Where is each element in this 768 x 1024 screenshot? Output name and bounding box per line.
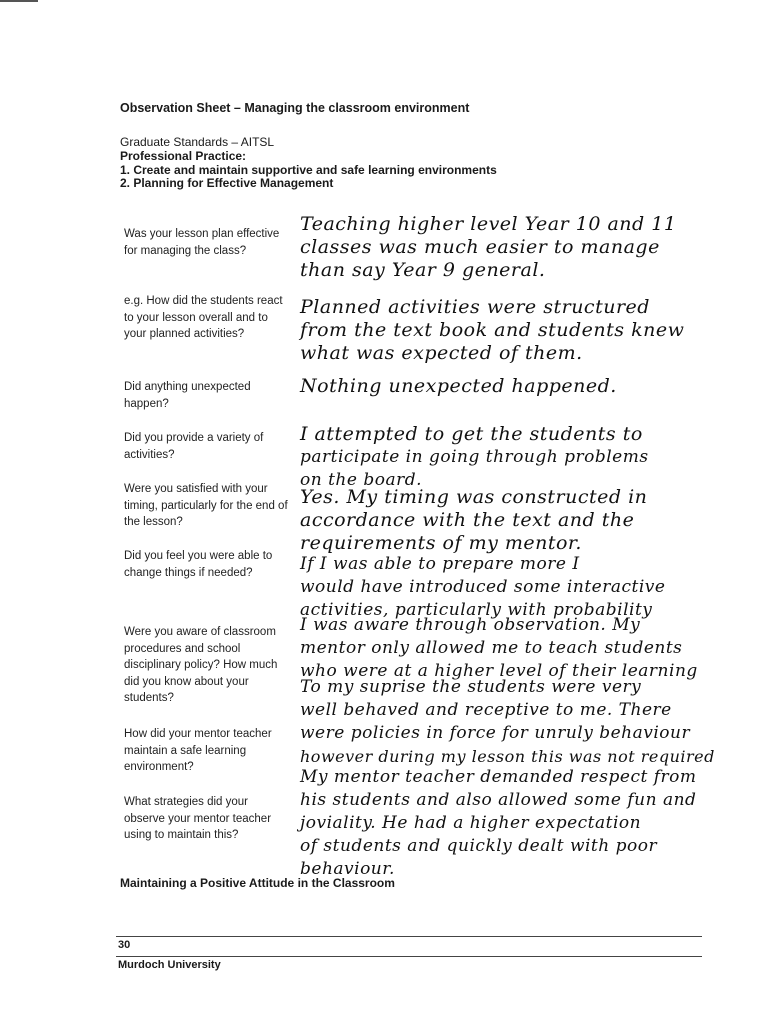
answer-line: participate in going through problems — [300, 447, 649, 467]
section-heading: Maintaining a Positive Attitude in the Classroom — [120, 876, 395, 890]
answer-line: Nothing unexpected happened. — [300, 375, 617, 397]
answer-student-knowledge — [300, 676, 768, 768]
answer-line: accordance with the text and the — [300, 509, 635, 531]
footer-divider — [116, 936, 702, 937]
answer-line: classes was much easier to manage — [300, 236, 660, 258]
answer-student-reaction — [300, 296, 768, 365]
answer-procedures — [300, 614, 768, 683]
scan-edge-mark — [0, 0, 38, 2]
footer-divider — [116, 956, 702, 957]
answer-line: mentor only allowed me to teach students — [300, 638, 683, 658]
question-procedures: Were you aware of classroom procedures and school disciplinary policy? How much did you know about your students? — [124, 626, 278, 705]
answer-line: well behaved and receptive to me. There — [300, 700, 672, 720]
answer-line: would have introduced some interactive — [300, 577, 666, 597]
answer-line: My mentor teacher demanded respect from — [300, 767, 697, 787]
answer-change-things — [300, 553, 768, 622]
answer-line: were policies in force for unruly behaviour — [300, 723, 691, 743]
answer-line: his students and also allowed some fun and — [300, 790, 697, 810]
answer-line: Yes. My timing was constructed in — [300, 486, 648, 508]
answer-line: joviality. He had a higher expectation — [300, 813, 642, 833]
answer-line: who were at a higher level of their learning — [300, 661, 698, 681]
page-number: 30 — [118, 939, 131, 951]
answer-mentor — [300, 766, 768, 881]
answer-line: what was expected of them. — [300, 342, 583, 364]
answer-line: behaviour. — [300, 859, 395, 879]
answer-timing — [300, 486, 768, 555]
answer-line: requirements of my mentor. — [300, 532, 582, 554]
question-change-things: Did you feel you were able to change things if needed? — [124, 550, 273, 579]
institution-name: Murdoch University — [118, 959, 221, 971]
question-variety: Did you provide a variety of activities? — [124, 432, 264, 461]
professional-practice-block — [120, 150, 497, 191]
question-mentor-safe-environment: How did your mentor teacher maintain a safe learning environment? — [124, 728, 272, 774]
answer-line: activities, particularly with probability — [300, 600, 653, 620]
practice-item-1: 1. Create and maintain supportive and safe learning environments — [120, 162, 497, 177]
answer-line: If I was able to prepare more I — [300, 554, 580, 574]
answer-line: from the text book and students knew — [300, 319, 685, 341]
answer-line: of students and quickly dealt with poor — [300, 836, 658, 856]
answer-variety — [300, 423, 768, 492]
answer-line: however during my lesson this was not required — [300, 747, 715, 766]
answer-line: Planned activities were structured — [300, 296, 650, 318]
professional-practice-label: Professional Practice: — [120, 149, 247, 163]
answer-line: I attempted to get the students to — [300, 423, 643, 445]
answer-line: on the board. — [300, 470, 422, 490]
answer-line: Teaching higher level Year 10 and 11 — [300, 213, 677, 235]
answer-line: I was aware through observation. My — [300, 615, 641, 635]
question-student-reaction: e.g. How did the students react to your lesson overall and to your planned activities? — [124, 295, 283, 341]
answer-unexpected — [300, 375, 768, 398]
answer-line: To my suprise the students were very — [300, 677, 642, 697]
question-timing: Were you satisfied with your timing, particularly for the end of the lesson? — [124, 483, 288, 529]
question-unexpected: Did anything unexpected happen? — [124, 381, 251, 410]
answer-line: than say Year 9 general. — [300, 259, 546, 281]
practice-item-2: 2. Planning for Effective Management — [120, 176, 334, 190]
graduate-standards: Graduate Standards – AITSL — [120, 135, 275, 149]
answer-lesson-plan — [300, 213, 768, 282]
page-title: Observation Sheet – Managing the classroom environment — [120, 101, 470, 115]
question-lesson-plan: Was your lesson plan effective for managing the class? — [124, 228, 280, 257]
question-mentor-strategies: What strategies did your observe your mentor teacher using to maintain this? — [124, 796, 272, 842]
